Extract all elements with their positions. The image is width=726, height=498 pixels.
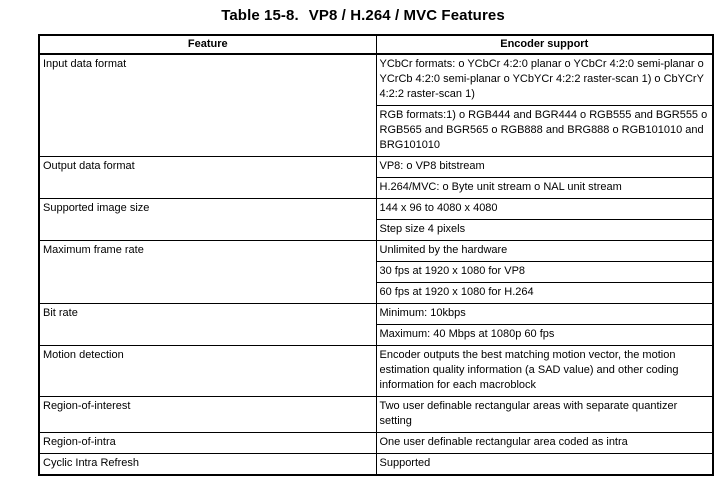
table-row — [39, 454, 713, 476]
support-paragraph: Step size 4 pixels — [379, 223, 466, 235]
header-encoder-support: Encoder support — [376, 35, 713, 54]
support-paragraph: One user definable rectangular area coded as intra — [379, 436, 628, 448]
encoder-support-cell — [376, 433, 713, 454]
table-row — [39, 241, 713, 304]
feature-cell: Region-of-intra — [39, 433, 376, 454]
support-paragraph: Minimum: 10kbps — [377, 304, 713, 325]
support-paragraph: 30 fps at 1920 x 1080 for VP8 — [377, 262, 713, 283]
feature-cell: Output data format — [39, 157, 376, 199]
header-row — [39, 35, 713, 54]
support-paragraph: Unlimited by the hardware — [377, 241, 713, 262]
support-paragraph: Supported — [379, 457, 431, 469]
encoder-support-cell — [376, 157, 713, 199]
table-row — [39, 397, 713, 433]
support-paragraph: RGB formats:1) o RGB444 and BGR444 o RGB555 and BGR555 o RGB565 and BGR565 o RGB888 and BRG888 o RGB101010 and BRG101010 — [379, 109, 708, 151]
support-paragraph: Maximum: 40 Mbps at 1080p 60 fps — [379, 328, 555, 340]
table-caption: VP8 / H.264 / MVC Features — [308, 7, 505, 24]
feature-cell: Input data format — [39, 54, 376, 157]
table-row — [39, 433, 713, 454]
feature-cell: Cyclic Intra Refresh — [39, 454, 376, 476]
table-number: Table 15-8. — [221, 7, 299, 24]
table-row — [39, 157, 713, 199]
encoder-support-cell — [376, 397, 713, 433]
table-row — [39, 304, 713, 346]
support-paragraph: 60 fps at 1920 x 1080 for H.264 — [379, 286, 534, 298]
support-paragraph: H.264/MVC: o Byte unit stream o NAL unit stream — [379, 181, 622, 193]
support-paragraph: VP8: o VP8 bitstream — [377, 157, 713, 178]
encoder-support-cell — [376, 241, 713, 304]
support-paragraph: Two user definable rectangular areas with separate quantizer setting — [379, 400, 678, 427]
encoder-support-cell — [376, 346, 713, 397]
encoder-support-cell — [376, 54, 713, 157]
feature-cell: Bit rate — [39, 304, 376, 346]
support-paragraph: 144 x 96 to 4080 x 4080 — [377, 199, 713, 220]
header-feature: Feature — [39, 35, 376, 54]
encoder-support-cell — [376, 454, 713, 476]
table-title — [0, 7, 726, 25]
feature-cell: Maximum frame rate — [39, 241, 376, 304]
table-row — [39, 346, 713, 397]
table-row — [39, 54, 713, 157]
support-paragraph: YCbCr formats: o YCbCr 4:2:0 planar o YCbCr 4:2:0 semi-planar o YCrCb 4:2:0 semi-planar o YCbYCr 4:2:2 raster-scan 1) o CbYCrY 4:2:2 raster-scan 1) — [377, 55, 713, 106]
feature-cell: Region-of-interest — [39, 397, 376, 433]
features-table — [38, 34, 714, 476]
encoder-support-cell — [376, 199, 713, 241]
encoder-support-cell — [376, 304, 713, 346]
feature-cell: Motion detection — [39, 346, 376, 397]
table-row — [39, 199, 713, 241]
support-paragraph: Encoder outputs the best matching motion vector, the motion estimation quality information (a SAD value) and other coding information for each macroblock — [379, 349, 679, 391]
feature-cell: Supported image size — [39, 199, 376, 241]
